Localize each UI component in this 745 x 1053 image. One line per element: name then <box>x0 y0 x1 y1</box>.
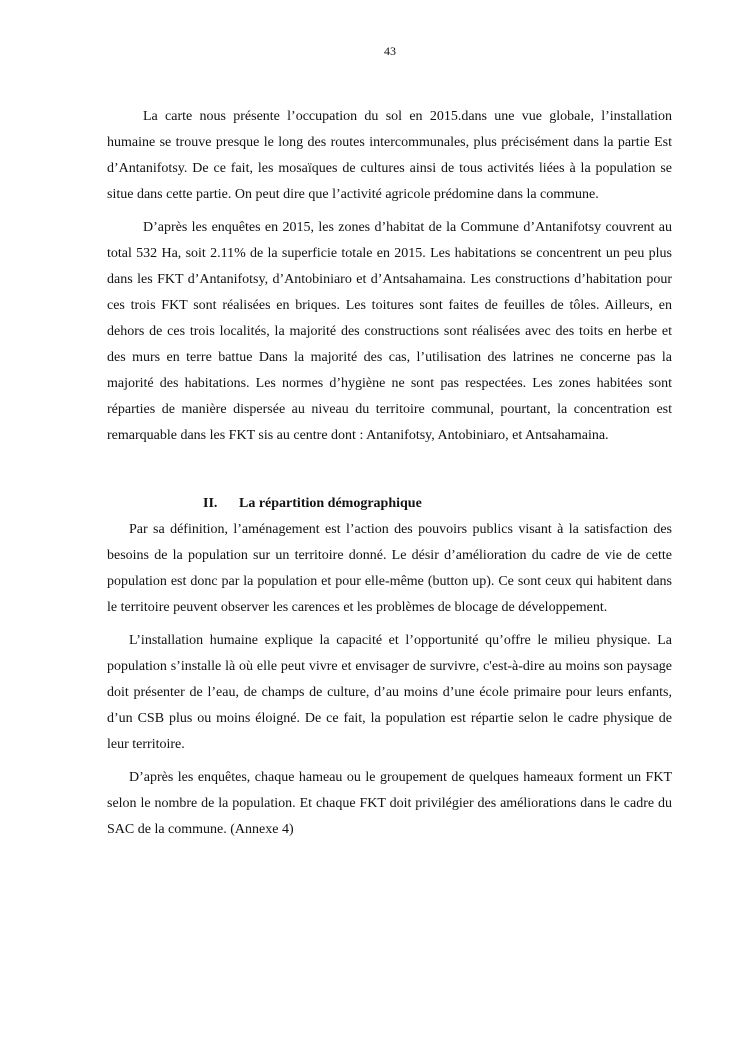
paragraph-fkt-formation: D’après les enquêtes, chaque hameau ou le groupement de quelques hameaux forment un FKT selon le nombre de la population. Et chaque FKT doit privilégier des améliorations dans le cadre du SAC de la commune. (Annexe 4) <box>107 770 672 837</box>
paragraph-human-settlement: L’installation humaine explique la capacité et l’opportunité qu’offre le milieu physique. La population s’installe là où elle peut vivre et envisager de survivre, c'est-à-dire au moins son paysage doit présenter de l’eau, de champs de culture, d’au moins d’une école primaire pour leurs enfants, d’un CSB plus ou moins éloigné. De ce fait, la population est répartie selon le cadre physique de leur territoire. <box>107 633 672 752</box>
paragraph-habitat-zones: D’après les enquêtes en 2015, les zones d’habitat de la Commune d’Antanifotsy couvrent au total 532 Ha, soit 2.11% de la superficie totale en 2015. Les habitations se concentrent un peu plus dans les FKT d’Antanifotsy, d’Antobiniaro et d’Antsahamaina. Les constructions d’habitation pour ces trois FKT sont réalisées en briques. Les toitures sont faites de feuilles de tôles. Ailleurs, en dehors de ces trois localités, la majorité des constructions sont réalisées avec des toits en herbe et des murs en terre battue Dans la majorité des cas, l’utilisation des latrines ne concerne pas la majorité des habitations. Les normes d’hygiène ne sont pas respectées. Les zones habitées sont réparties de manière dispersée au niveau du territoire communal, pourtant, la concentration est remarquable dans les FKT sis au centre dont : Antanifotsy, Antobiniaro, et Antsahamaina. <box>107 220 672 443</box>
section-title: La répartition démographique <box>239 496 422 511</box>
paragraph-land-use: La carte nous présente l’occupation du sol en 2015.dans une vue globale, l’installation humaine se trouve presque le long des routes intercommunales, plus précisément dans la partie Est d’Antanifotsy. De ce fait, les mosaïques de cultures ainsi de tous activités liées à la population se situe dans cette partie. On peut dire que l’activité agricole prédomine dans la commune. <box>107 109 672 202</box>
page-number: 43 <box>384 44 396 58</box>
page-body <box>107 104 672 843</box>
paragraph-planning-definition: Par sa définition, l’aménagement est l’action des pouvoirs publics visant à la satisfaction des besoins de la population sur un territoire donné. Le désir d’amélioration du cadre de vie de cette population est donc par la population et pour elle-même (button up). Ce sont ceux qui habitent dans le territoire peuvent observer les carences et les problèmes de blocage de développement. <box>107 522 672 615</box>
section-number: II. <box>203 496 218 511</box>
section-heading <box>107 491 672 517</box>
